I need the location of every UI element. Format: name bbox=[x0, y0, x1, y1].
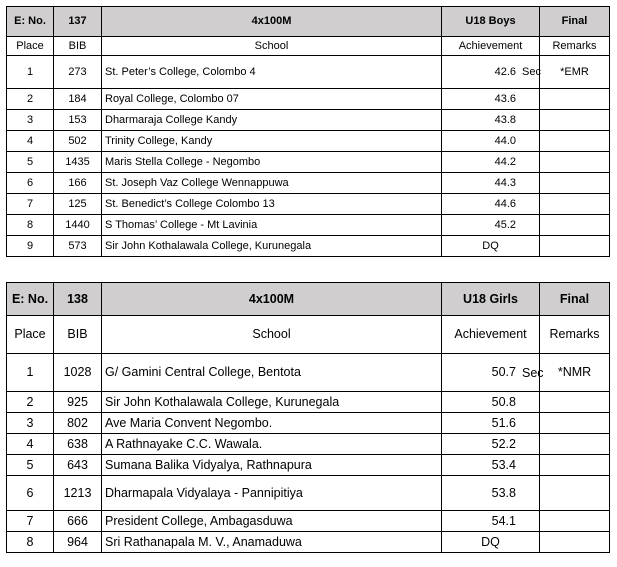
achievement-cell bbox=[442, 215, 540, 236]
achievement-value: 44.6 bbox=[494, 197, 516, 210]
bib-cell: 166 bbox=[54, 173, 102, 194]
achievement-cell bbox=[442, 354, 544, 392]
remarks-cell bbox=[540, 434, 610, 455]
place-cell: 8 bbox=[7, 215, 54, 236]
achievement-cell bbox=[442, 194, 540, 215]
column-header-school: School bbox=[102, 37, 442, 56]
column-header-remarks: Remarks bbox=[540, 316, 610, 354]
school-cell: Dharmapala Vidyalaya - Pannipitiya bbox=[102, 476, 442, 511]
event-round: Final bbox=[540, 283, 610, 316]
place-cell: 3 bbox=[7, 110, 54, 131]
bib-cell: 502 bbox=[54, 131, 102, 152]
event-number: 137 bbox=[54, 7, 102, 37]
bib-cell: 1440 bbox=[54, 215, 102, 236]
achievement-cell bbox=[442, 110, 540, 131]
place-cell: 4 bbox=[7, 131, 54, 152]
column-header-place: Place bbox=[7, 316, 54, 354]
bib-cell: 964 bbox=[54, 532, 102, 553]
table-row bbox=[7, 110, 610, 131]
school-cell: St. Joseph Vaz College Wennappuwa bbox=[102, 173, 442, 194]
achievement-cell bbox=[442, 511, 540, 532]
event-header-row bbox=[7, 283, 610, 316]
event-category: U18 Boys bbox=[442, 7, 540, 37]
event-category: U18 Girls bbox=[442, 283, 540, 316]
column-header-achievement: Achievement bbox=[442, 316, 540, 354]
table-row bbox=[7, 455, 610, 476]
achievement-value: 54.1 bbox=[491, 513, 516, 528]
remarks-cell bbox=[540, 413, 610, 434]
results-table-event-138 bbox=[6, 282, 610, 553]
achievement-unit: Sec bbox=[522, 66, 541, 78]
school-cell: Maris Stella College - Negombo bbox=[102, 152, 442, 173]
remarks-cell bbox=[540, 236, 610, 257]
remarks-cell bbox=[540, 110, 610, 131]
table-row bbox=[7, 56, 610, 89]
achievement-cell bbox=[442, 56, 540, 89]
achievement-value: 44.0 bbox=[494, 134, 516, 147]
achievement-cell bbox=[442, 392, 540, 413]
column-header-remarks: Remarks bbox=[540, 37, 610, 56]
bib-cell: 125 bbox=[54, 194, 102, 215]
column-header-bib: BIB bbox=[54, 37, 102, 56]
school-cell: Sumana Balika Vidyalya, Rathnapura bbox=[102, 455, 442, 476]
table-row bbox=[7, 215, 610, 236]
achievement-cell bbox=[442, 236, 540, 257]
column-header-school: School bbox=[102, 316, 442, 354]
achievement-value: 44.3 bbox=[494, 176, 516, 189]
school-cell: Trinity College, Kandy bbox=[102, 131, 442, 152]
bib-cell: 573 bbox=[54, 236, 102, 257]
achievement-value: 53.8 bbox=[491, 485, 516, 500]
bib-cell: 643 bbox=[54, 455, 102, 476]
achievement-cell bbox=[442, 173, 540, 194]
results-table-event-137 bbox=[6, 6, 610, 257]
bib-cell: 1435 bbox=[54, 152, 102, 173]
school-cell: President College, Ambagasduwa bbox=[102, 511, 442, 532]
achievement-value: 50.8 bbox=[491, 394, 516, 409]
table-row bbox=[7, 354, 610, 392]
achievement-value: 53.4 bbox=[491, 457, 516, 472]
table-row bbox=[7, 434, 610, 455]
school-cell: Sir John Kothalawala College, Kurunegala bbox=[102, 236, 442, 257]
place-cell: 1 bbox=[7, 354, 54, 392]
table-row bbox=[7, 532, 610, 553]
event-number: 138 bbox=[54, 283, 102, 316]
table-row bbox=[7, 236, 610, 257]
achievement-value: 43.6 bbox=[494, 92, 516, 105]
achievement-cell bbox=[442, 131, 540, 152]
remarks-cell bbox=[540, 392, 610, 413]
achievement-cell bbox=[442, 413, 540, 434]
achievement-cell bbox=[442, 476, 540, 511]
remarks-cell bbox=[540, 131, 610, 152]
achievement-value: 42.6 bbox=[494, 65, 516, 78]
table-row bbox=[7, 476, 610, 511]
place-cell: 8 bbox=[7, 532, 54, 553]
table-row bbox=[7, 131, 610, 152]
remarks-cell bbox=[540, 532, 610, 553]
achievement-value: 50.7 bbox=[491, 365, 516, 379]
remarks-cell bbox=[540, 89, 610, 110]
table-row bbox=[7, 89, 610, 110]
place-cell: 1 bbox=[7, 56, 54, 89]
bib-cell: 638 bbox=[54, 434, 102, 455]
achievement-cell bbox=[442, 434, 540, 455]
achievement-cell bbox=[442, 152, 540, 173]
remarks-cell: *NMR bbox=[540, 354, 610, 392]
place-cell: 2 bbox=[7, 89, 54, 110]
school-cell: St. Benedict’s College Colombo 13 bbox=[102, 194, 442, 215]
remarks-cell bbox=[540, 455, 610, 476]
place-cell: 4 bbox=[7, 434, 54, 455]
school-cell: Ave Maria Convent Negombo. bbox=[102, 413, 442, 434]
remarks-cell: *EMR bbox=[540, 56, 610, 89]
place-cell: 5 bbox=[7, 455, 54, 476]
place-cell: 7 bbox=[7, 511, 54, 532]
place-cell: 2 bbox=[7, 392, 54, 413]
school-cell: Sri Rathanapala M. V., Anamaduwa bbox=[102, 532, 442, 553]
table-row bbox=[7, 194, 610, 215]
event-number-label: E: No. bbox=[7, 283, 54, 316]
column-header-place: Place bbox=[7, 37, 54, 56]
column-header-bib: BIB bbox=[54, 316, 102, 354]
table-row bbox=[7, 413, 610, 434]
table-row bbox=[7, 173, 610, 194]
school-cell: A Rathnayake C.C. Wawala. bbox=[102, 434, 442, 455]
bib-cell: 273 bbox=[54, 56, 102, 89]
column-header-row bbox=[7, 316, 610, 354]
school-cell: St. Peter’s College, Colombo 4 bbox=[102, 56, 442, 89]
remarks-cell bbox=[540, 476, 610, 511]
achievement-unit: Sec bbox=[522, 365, 544, 380]
place-cell: 3 bbox=[7, 413, 54, 434]
table-row bbox=[7, 152, 610, 173]
bib-cell: 925 bbox=[54, 392, 102, 413]
table-row bbox=[7, 511, 610, 532]
remarks-cell bbox=[540, 511, 610, 532]
bib-cell: 802 bbox=[54, 413, 102, 434]
table-row bbox=[7, 392, 610, 413]
achievement-value: 51.6 bbox=[491, 415, 516, 430]
achievement-value: 45.2 bbox=[494, 218, 516, 231]
event-name: 4x100M bbox=[102, 283, 442, 316]
remarks-cell bbox=[540, 173, 610, 194]
school-cell: Sir John Kothalawala College, Kurunegala bbox=[102, 392, 442, 413]
event-number-label: E: No. bbox=[7, 7, 54, 37]
column-header-achievement: Achievement bbox=[442, 37, 540, 56]
school-cell: S Thomas’ College - Mt Lavinia bbox=[102, 215, 442, 236]
achievement-value: 52.2 bbox=[491, 436, 516, 451]
bib-cell: 1213 bbox=[54, 476, 102, 511]
achievement-value: 43.8 bbox=[494, 113, 516, 126]
column-header-row bbox=[7, 37, 610, 56]
achievement-value: DQ bbox=[482, 239, 499, 252]
school-cell: Dharmaraja College Kandy bbox=[102, 110, 442, 131]
remarks-cell bbox=[540, 152, 610, 173]
event-round: Final bbox=[540, 7, 610, 37]
achievement-cell bbox=[442, 532, 540, 553]
achievement-cell bbox=[442, 455, 540, 476]
event-name: 4x100M bbox=[102, 7, 442, 37]
remarks-cell bbox=[540, 194, 610, 215]
event-header-row bbox=[7, 7, 610, 37]
place-cell: 9 bbox=[7, 236, 54, 257]
remarks-cell bbox=[540, 215, 610, 236]
school-cell: G/ Gamini Central College, Bentota bbox=[102, 354, 442, 392]
place-cell: 7 bbox=[7, 194, 54, 215]
school-cell: Royal College, Colombo 07 bbox=[102, 89, 442, 110]
bib-cell: 1028 bbox=[54, 354, 102, 392]
bib-cell: 153 bbox=[54, 110, 102, 131]
place-cell: 5 bbox=[7, 152, 54, 173]
place-cell: 6 bbox=[7, 173, 54, 194]
achievement-cell bbox=[442, 89, 540, 110]
achievement-value: 44.2 bbox=[494, 155, 516, 168]
achievement-value: DQ bbox=[481, 534, 500, 549]
bib-cell: 666 bbox=[54, 511, 102, 532]
place-cell: 6 bbox=[7, 476, 54, 511]
bib-cell: 184 bbox=[54, 89, 102, 110]
